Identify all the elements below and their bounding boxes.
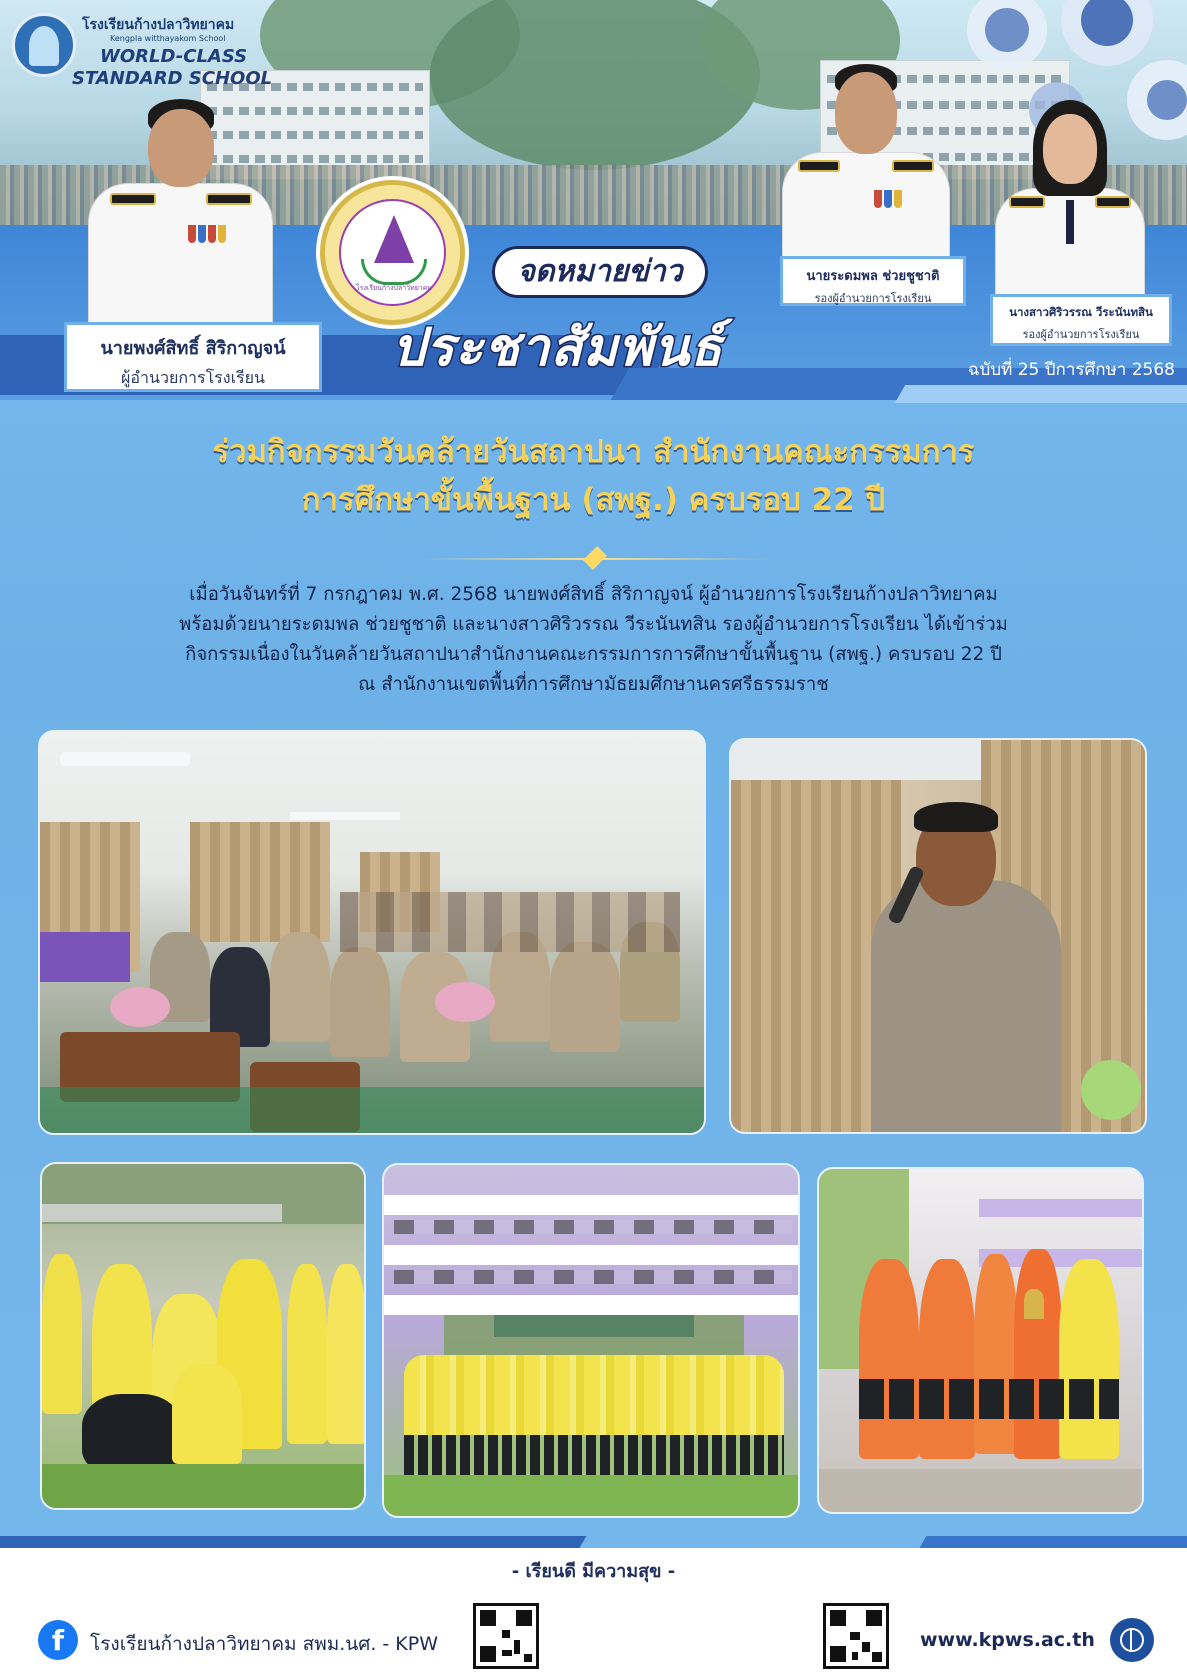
trophy-icon: [1024, 1289, 1044, 1319]
deputy-director-2-name-card: [990, 294, 1172, 346]
photo-meeting-room: [38, 730, 706, 1135]
qr-code-website-icon: [823, 1603, 889, 1669]
qr-code-facebook-icon: [473, 1603, 539, 1669]
globe-icon[interactable]: [1110, 1618, 1154, 1662]
logo-line2: STANDARD SCHOOL: [72, 68, 273, 89]
newsletter-title: ประชาสัมพันธ์: [392, 318, 723, 378]
newsletter-pill: จดหมายข่าว: [492, 246, 708, 298]
photo-speaker: [729, 738, 1147, 1134]
photo-group: [382, 1163, 800, 1518]
logo-line1: WORLD-CLASS: [100, 46, 248, 67]
sparkle-icon: [583, 546, 607, 570]
logo-school-name-th: โรงเรียนก้างปลาวิทยาคม: [82, 17, 235, 33]
news-body-line: กิจกรรมเนื่องในวันคล้ายวันสถาปนาสำนักงานคณะกรรมการการศึกษาขั้นพื้นฐาน (สพฐ.) ครบรอบ 22 ปี: [185, 644, 1002, 665]
director-name-card: [64, 322, 322, 392]
headline-line1: ร่วมกิจกรรมวันคล้ายวันสถาปนา สำนักงานคณะกรรมการ: [212, 434, 975, 470]
issue-number: ฉบับที่ 25 ปีการศึกษา 2568: [967, 360, 1175, 380]
website-link[interactable]: www.kpws.ac.th: [920, 1629, 1095, 1651]
headline: [40, 428, 1147, 524]
director-role: ผู้อำนวยการโรงเรียน: [121, 368, 265, 387]
deputy-director-2-portrait: [995, 100, 1145, 295]
news-body-line: ณ สำนักงานเขตพื้นที่การศึกษามัธยมศึกษานครศรีธรรมราช: [358, 674, 829, 695]
news-body-line: เมื่อวันจันทร์ที่ 7 กรกฎาคม พ.ศ. 2568 นายพงศ์สิทธิ์ สิริกาญจน์ ผู้อำนวยการโรงเรียนก้างปลาวิทยาคม: [189, 584, 998, 605]
facebook-page-link[interactable]: โรงเรียนก้างปลาวิทยาคม สพม.นศ. - KPW: [90, 1633, 439, 1655]
director-name: นายพงศ์สิทธิ์ สิริกาญจน์: [100, 338, 286, 359]
director-portrait: [88, 95, 273, 325]
seal-text: โรงเรียนก้างปลาวิทยาคม: [355, 284, 433, 292]
facebook-icon[interactable]: f: [38, 1620, 78, 1660]
photo-cleaning-activity: [40, 1162, 366, 1510]
photo-sport-award: [817, 1167, 1144, 1514]
deputy-director-1-name-card: [780, 256, 966, 306]
pagoda-emblem-icon: [374, 215, 414, 263]
school-motto: - เรียนดี มีความสุข -: [511, 1561, 676, 1582]
school-logo: [12, 8, 273, 89]
deputy-director-2-name: นางสาวศิริวรรณ วีระนันทสิน: [1009, 305, 1153, 319]
deputy-director-1-portrait: [782, 62, 950, 262]
deputy-director-1-name: นายระดมพล ช่วยชูชาติ: [806, 269, 940, 284]
school-seal: [320, 180, 465, 325]
logo-school-name-en: Kengpla witthayakom School: [110, 34, 226, 43]
news-body: [40, 580, 1147, 700]
deputy-director-2-role: รองผู้อำนวยการโรงเรียน: [1022, 328, 1140, 341]
deputy-director-1-role: รองผู้อำนวยการโรงเรียน: [814, 292, 932, 305]
news-body-line: พร้อมด้วยนายระดมพล ช่วยชูชาติ และนางสาวศิริวรรณ วีระนันทสิน รองผู้อำนวยการโรงเรียน ได้เข้าร่วม: [179, 614, 1008, 635]
headline-line2: การศึกษาขั้นพื้นฐาน (สพฐ.) ครบรอบ 22 ปี: [301, 482, 886, 518]
globe-emblem-icon: [12, 13, 76, 77]
